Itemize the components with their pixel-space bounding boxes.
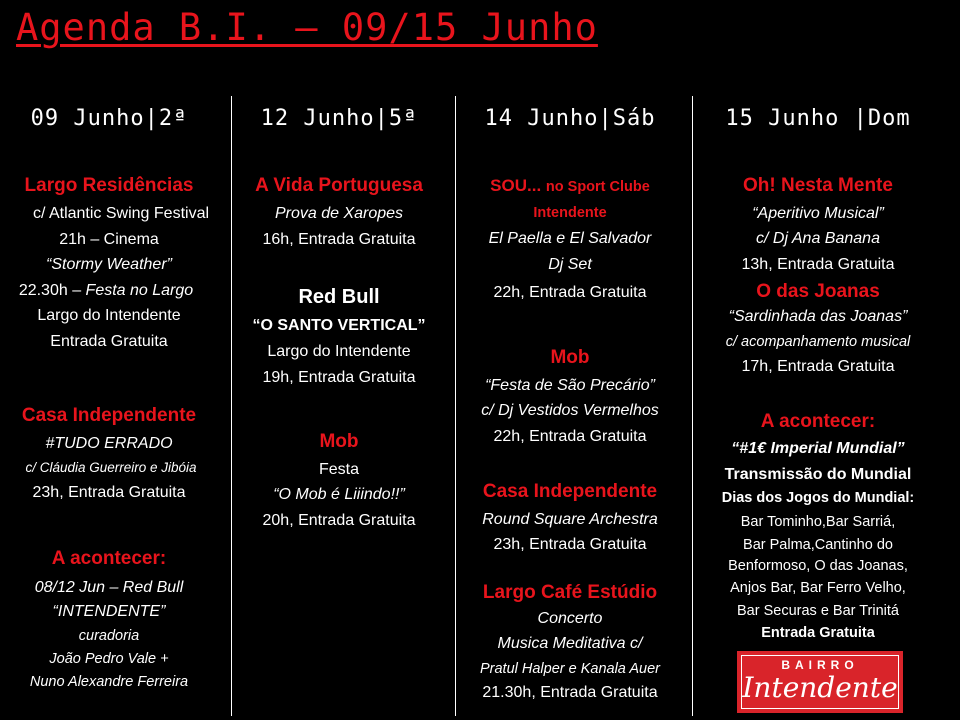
- event-line: Largo do Intendente: [267, 343, 411, 360]
- event-line: c/ acompanhamento musical: [725, 334, 911, 350]
- venue-name: Oh! Nesta Mente: [743, 175, 893, 196]
- event-line: Anjos Bar, Bar Ferro Velho,: [730, 580, 906, 596]
- column-divider: [692, 96, 693, 716]
- venue-name: SOU... no Sport Clube: [490, 176, 650, 195]
- event-line: Benformoso, O das Joanas,: [728, 558, 908, 574]
- event-line: 23h, Entrada Gratuita: [32, 484, 186, 501]
- event-line: Prova de Xaropes: [274, 205, 404, 222]
- event-line: 13h, Entrada Gratuita: [741, 256, 895, 273]
- venue-name: Red Bull: [298, 286, 380, 308]
- event-line: “Festa de São Precário”: [485, 377, 655, 394]
- day-column-14: [460, 0, 680, 720]
- event-line: Bar Securas e Bar Trinitá: [737, 603, 899, 619]
- event-line: João Pedro Vale +: [49, 651, 169, 667]
- event-line: c/ Atlantic Swing Festival: [32, 205, 210, 222]
- event-line: 19h, Entrada Gratuita: [262, 369, 416, 386]
- event-line: 22h, Entrada Gratuita: [493, 284, 647, 301]
- logo-line-1: BAIRRO: [781, 658, 859, 672]
- event-line: “O SANTO VERTICAL”: [252, 317, 426, 334]
- venue-name: Largo Residências: [24, 175, 194, 196]
- event-line: Nuno Alexandre Ferreira: [29, 674, 189, 690]
- venue-name: Largo Café Estúdio: [482, 582, 658, 603]
- day-column-09: [0, 0, 218, 720]
- event-line: “#1€ Imperial Mundial”: [731, 440, 905, 457]
- event-line: curadoria: [78, 628, 140, 644]
- venue-name: Casa Independente: [482, 481, 658, 502]
- event-line: #TUDO ERRADO: [45, 435, 173, 452]
- event-line: “Sardinhada das Joanas”: [728, 308, 908, 325]
- event-line: c/ Dj Vestidos Vermelhos: [481, 402, 659, 419]
- venue-name: Intendente: [533, 205, 607, 221]
- logo-line-2: Intendente: [742, 671, 898, 704]
- day-column-12: [232, 0, 446, 720]
- venue-name: Casa Independente: [21, 405, 197, 426]
- event-line: Entrada Gratuita: [50, 333, 168, 350]
- event-line: Festa: [318, 461, 359, 478]
- page-title: Agenda B.I. – 09/15 Junho: [16, 6, 598, 49]
- event-line: “INTENDENTE”: [52, 603, 166, 620]
- event-line: 23h, Entrada Gratuita: [493, 536, 647, 553]
- section-label: A acontecer:: [51, 548, 167, 569]
- event-line: Musica Meditativa c/: [497, 635, 643, 652]
- event-line: Dj Set: [548, 256, 592, 273]
- event-line: Largo do Intendente: [37, 307, 181, 324]
- event-line: “Stormy Weather”: [46, 256, 172, 273]
- event-line: 16h, Entrada Gratuita: [262, 231, 416, 248]
- event-line: El Paella e El Salvador: [488, 230, 652, 247]
- event-line: 08/12 Jun – Red Bull: [34, 579, 184, 596]
- bairro-intendente-logo: [737, 651, 903, 713]
- event-line: 20h, Entrada Gratuita: [262, 512, 416, 529]
- venue-name: O das Joanas: [756, 281, 880, 302]
- day-header: 15 Junho |Dom: [725, 106, 911, 131]
- event-line: “Aperitivo Musical”: [752, 205, 884, 222]
- event-line: Entrada Gratuita: [761, 625, 875, 641]
- event-line: 22h, Entrada Gratuita: [493, 428, 647, 445]
- day-column-15: [702, 0, 934, 720]
- day-header: 14 Junho|Sáb: [484, 106, 656, 131]
- event-line: Dias dos Jogos do Mundial:: [721, 490, 915, 506]
- event-line: Pratul Halper e Kanala Auer: [479, 661, 660, 677]
- day-header: 12 Junho|5ª: [260, 106, 418, 131]
- event-line: 22.30h – Festa no Largo: [18, 282, 194, 299]
- venue-name: Mob: [550, 347, 590, 368]
- column-divider: [455, 96, 456, 716]
- event-line: 17h, Entrada Gratuita: [741, 358, 895, 375]
- day-header: 09 Junho|2ª: [30, 106, 188, 131]
- venue-name: Mob: [319, 431, 359, 452]
- event-line: Bar Tominho,Bar Sarriá,: [740, 514, 896, 530]
- event-line: Transmissão do Mundial: [724, 466, 912, 483]
- section-label: A acontecer:: [760, 411, 876, 432]
- event-line: Bar Palma,Cantinho do: [743, 537, 893, 553]
- event-line: 21h – Cinema: [59, 231, 159, 248]
- event-line: Concerto: [537, 610, 603, 627]
- event-line: Round Square Archestra: [482, 511, 658, 528]
- venue-name: A Vida Portuguesa: [255, 175, 423, 196]
- event-line: 21.30h, Entrada Gratuita: [482, 684, 658, 701]
- event-line: c/ Cláudia Guerreiro e Jibóia: [25, 460, 197, 475]
- event-line: c/ Dj Ana Banana: [756, 230, 880, 247]
- event-line: “O Mob é Liiindo!!”: [273, 486, 405, 503]
